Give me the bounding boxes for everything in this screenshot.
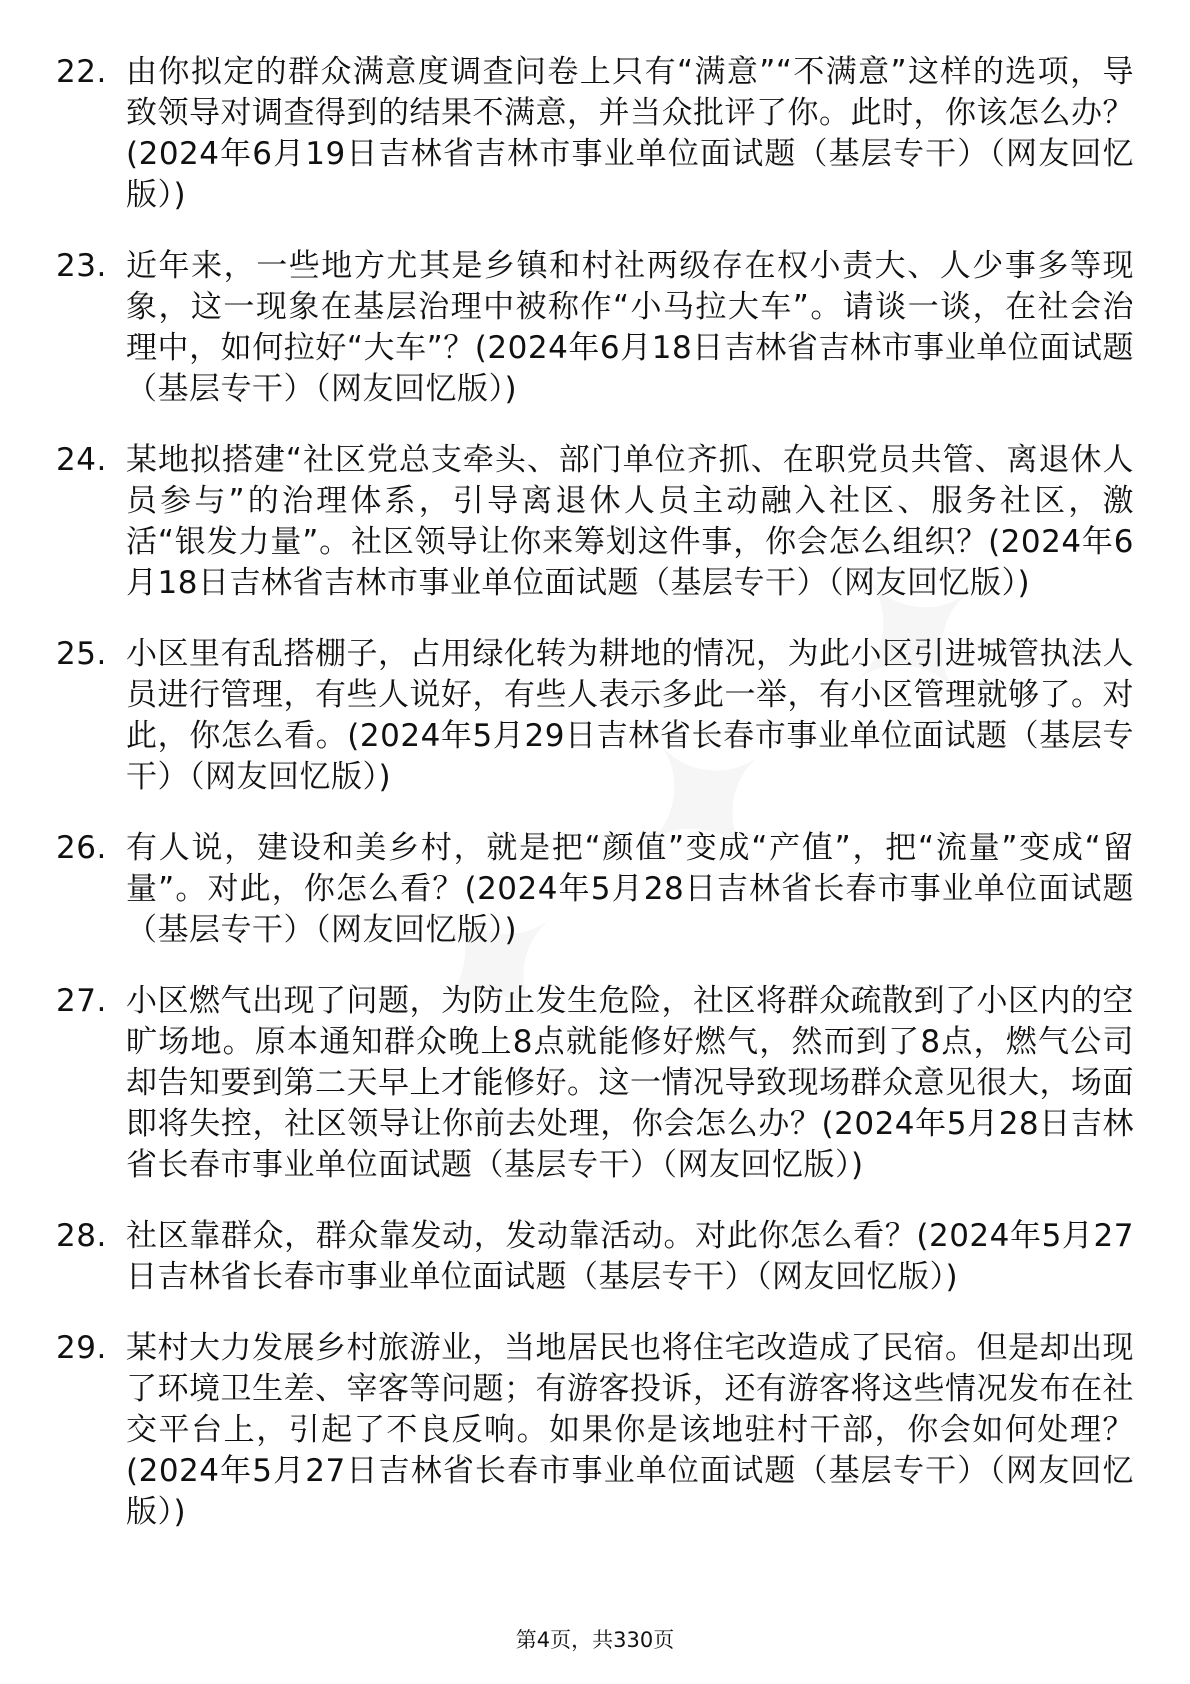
question-text: 某地拟搭建“社区党总支牵头、部门单位齐抓、在职党员共管、离退休人员参与”的治理体系，引导离退休人员主动融入社区、服务社区，激活“银发力量”。社区领导让你来筹划这件事，你会怎么组织？(2024年6月18日吉林省吉林市事业单位面试题（基层专干）（网友回忆版）): [126, 442, 1134, 601]
question-number: 27.: [56, 983, 107, 1019]
question-number: 29.: [56, 1330, 107, 1366]
question-text: 近年来，一些地方尤其是乡镇和村社两级存在权小责大、人少事多等现象，这一现象在基层治理中被称作“小马拉大车”。请谈一谈，在社会治理中，如何拉好“大车”？(2024年6月18日吉林省吉林市事业单位面试题（基层专干）（网友回忆版）): [126, 248, 1134, 407]
question-text: 有人说，建设和美乡村，就是把“颜值”变成“产值”，把“流量”变成“留量”。对此，你怎么看？(2024年5月28日吉林省长春市事业单位面试题（基层专干）（网友回忆版）): [126, 830, 1134, 948]
question-item: [56, 440, 1134, 604]
question-text: 社区靠群众，群众靠发动，发动靠活动。对此你怎么看？(2024年5月27日吉林省长春市事业单位面试题（基层专干）（网友回忆版）): [126, 1218, 1134, 1295]
question-text: 小区里有乱搭棚子，占用绿化转为耕地的情况，为此小区引进城管执法人员进行管理，有些人说好，有些人表示多此一举，有小区管理就够了。对此，你怎么看。(2024年5月29日吉林省长春市事业单位面试题（基层专干）（网友回忆版）): [126, 636, 1134, 795]
question-item: [56, 634, 1134, 798]
question-number: 24.: [56, 442, 107, 478]
question-text: 小区燃气出现了问题，为防止发生危险，社区将群众疏散到了小区内的空旷场地。原本通知群众晚上8点就能修好燃气，然而到了8点，燃气公司却告知要到第二天早上才能修好。这一情况导致现场群众意见很大，场面即将失控，社区领导让你前去处理，你会怎么办？(2024年5月28日吉林省长春市事业单位面试题（基层专干）（网友回忆版）): [126, 983, 1134, 1183]
question-number: 26.: [56, 830, 107, 866]
question-number: 25.: [56, 636, 107, 672]
question-item: [56, 52, 1134, 216]
question-item: [56, 828, 1134, 951]
question-item: [56, 246, 1134, 410]
question-item: [56, 981, 1134, 1186]
question-list: [56, 52, 1134, 1563]
question-text: 某村大力发展乡村旅游业，当地居民也将住宅改造成了民宿。但是却出现了环境卫生差、宰客等问题；有游客投诉，还有游客将这些情况发布在社交平台上，引起了不良反响。如果你是该地驻村干部，你会如何处理？(2024年5月27日吉林省长春市事业单位面试题（基层专干）（网友回忆版）): [126, 1330, 1134, 1530]
question-number: 22.: [56, 54, 107, 90]
question-number: 28.: [56, 1218, 107, 1254]
question-number: 23.: [56, 248, 107, 284]
question-item: [56, 1328, 1134, 1533]
page-number-footer: 第4页，共330页: [515, 1628, 675, 1652]
question-text: 由你拟定的群众满意度调查问卷上只有“满意”“不满意”这样的选项，导致领导对调查得到的结果不满意，并当众批评了你。此时，你该怎么办？(2024年6月19日吉林省吉林市事业单位面试题（基层专干）（网友回忆版）): [126, 54, 1134, 213]
question-item: [56, 1216, 1134, 1298]
